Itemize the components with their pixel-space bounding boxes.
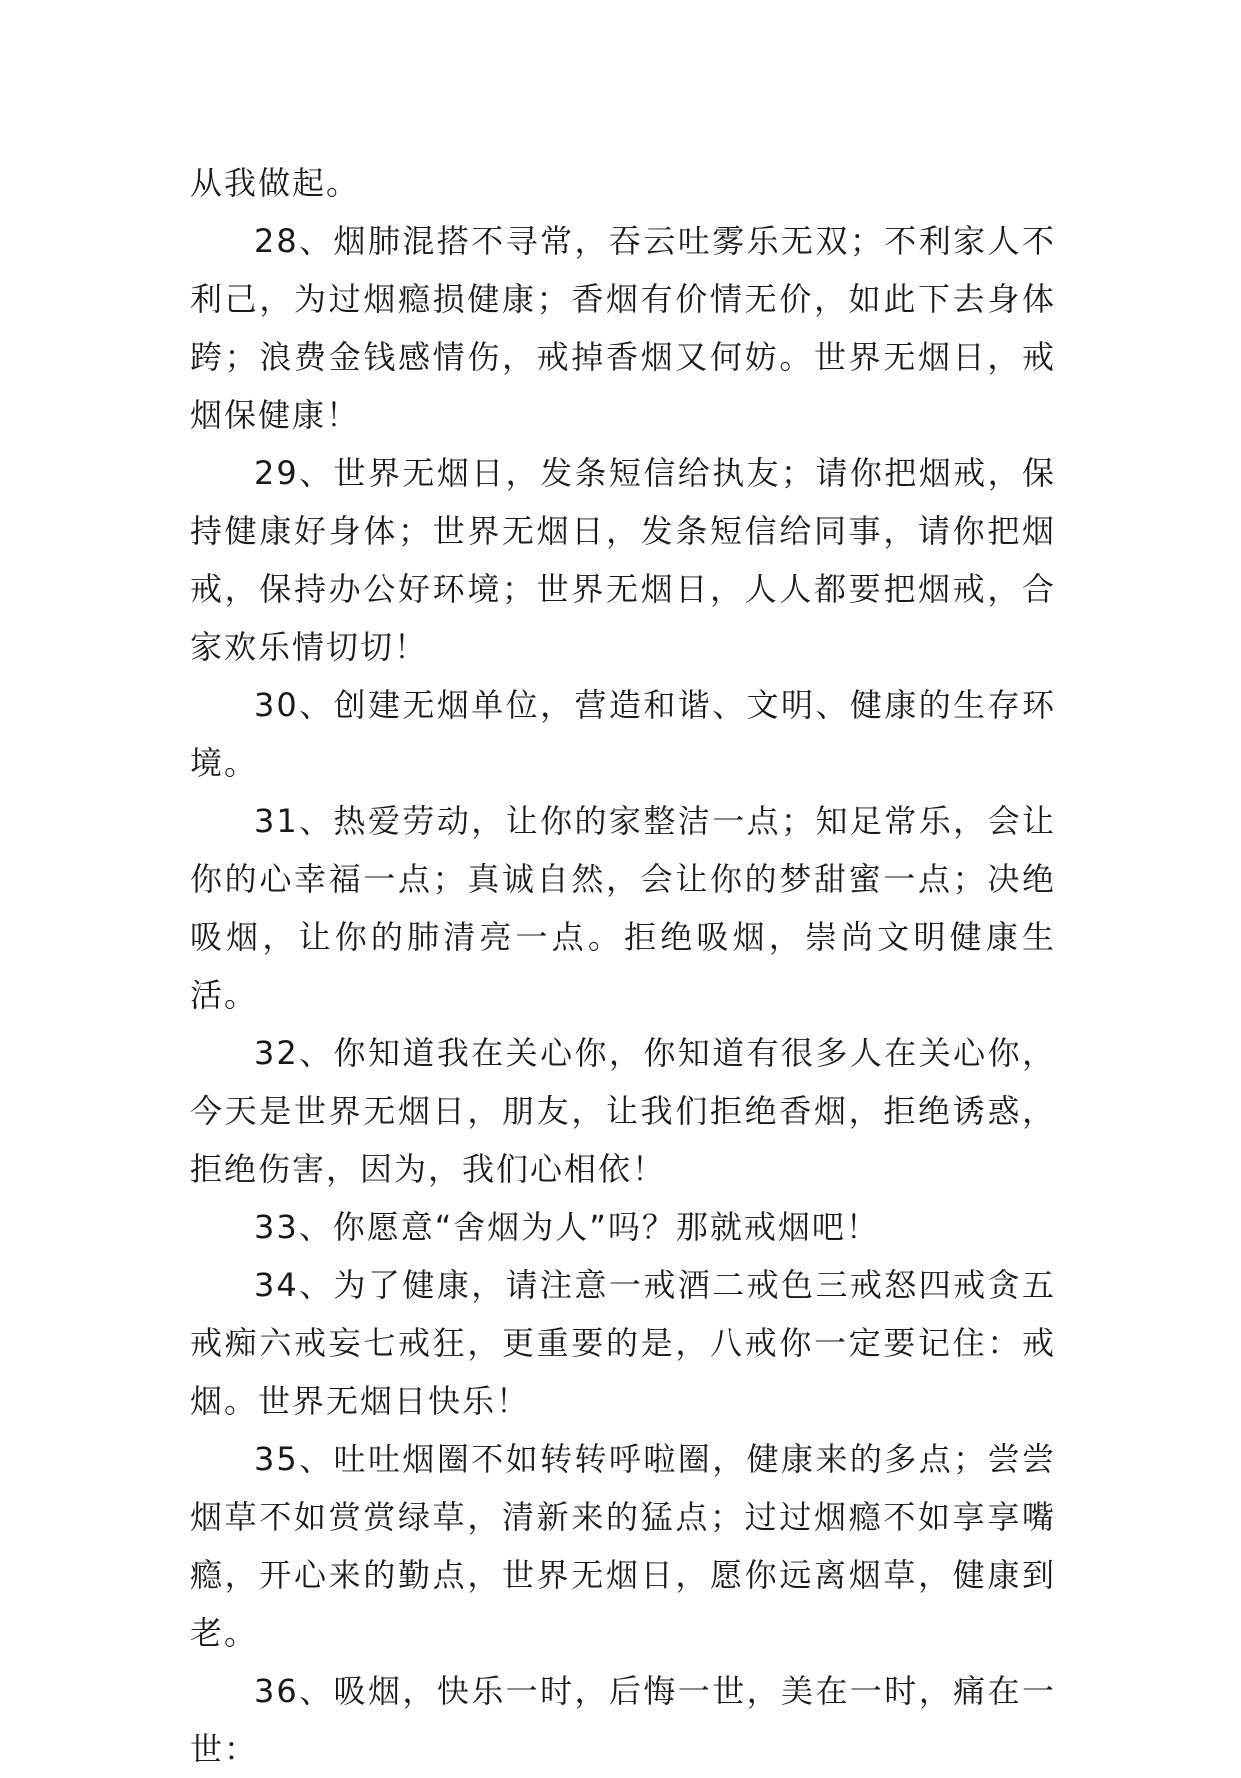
- paragraph-34: 34、为了健康，请注意一戒酒二戒色三戒怒四戒贪五戒痴六戒妄七戒狂，更重要的是，八戒你一定要记住：戒烟。世界无烟日快乐！: [190, 1266, 1056, 1420]
- paragraph-30: 30、创建无烟单位，营造和谐、文明、健康的生存环境。: [190, 686, 1056, 782]
- paragraph-32: 32、你知道我在关心你，你知道有很多人在关心你，今天是世界无烟日，朋友，让我们拒绝香烟，拒绝诱惑，拒绝伤害，因为，我们心相依！: [190, 1034, 1056, 1188]
- paragraph-29: 29、世界无烟日，发条短信给执友；请你把烟戒，保持健康好身体；世界无烟日，发条短信给同事，请你把烟戒，保持办公好环境；世界无烟日，人人都要把烟戒，合家欢乐情切切！: [190, 454, 1056, 666]
- paragraph-31: 31、热爱劳动，让你的家整洁一点；知足常乐，会让你的心幸福一点；真诚自然，会让你的梦甜蜜一点；决绝吸烟，让你的肺清亮一点。拒绝吸烟，崇尚文明健康生活。: [190, 802, 1056, 1014]
- paragraph-28: 28、烟肺混搭不寻常，吞云吐雾乐无双；不利家人不利己，为过烟瘾损健康；香烟有价情无价，如此下去身体跨；浪费金钱感情伤，戒掉香烟又何妨。世界无烟日，戒烟保健康！: [190, 222, 1056, 434]
- paragraph-35: 35、吐吐烟圈不如转转呼啦圈，健康来的多点；尝尝烟草不如赏赏绿草，清新来的猛点；过过烟瘾不如享享嘴瘾，开心来的勤点，世界无烟日，愿你远离烟草，健康到老。: [190, 1440, 1056, 1652]
- paragraph-continuation: 从我做起。: [190, 164, 361, 202]
- paragraph-33: 33、你愿意“舍烟为人”吗？那就戒烟吧！: [254, 1208, 880, 1246]
- document-body: [190, 154, 1056, 1778]
- paragraph-36: 36、吸烟，快乐一时，后悔一世，美在一时，痛在一世：: [190, 1672, 1056, 1768]
